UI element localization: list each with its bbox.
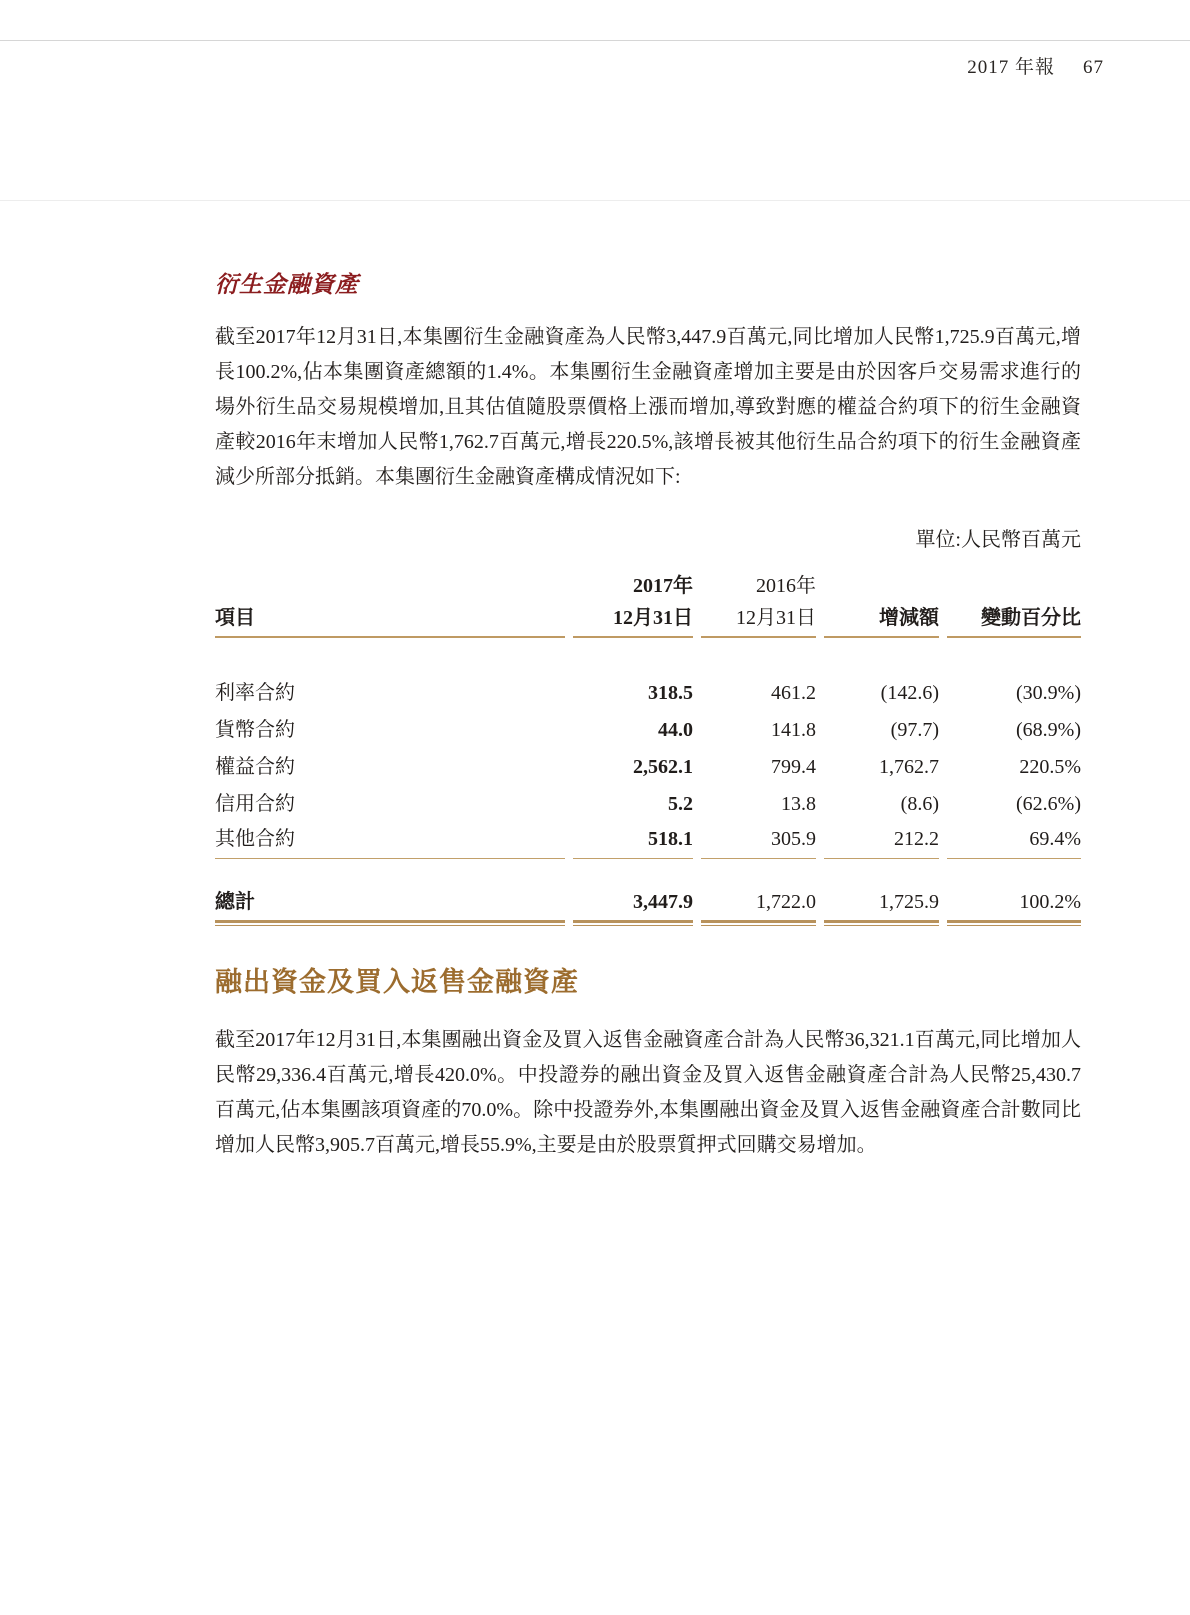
table-row [215, 748, 1081, 785]
cell-2016: 799.4 [771, 756, 816, 778]
header-change: 增減額 [824, 602, 939, 638]
total-label: 總計 [215, 881, 565, 923]
header-2017-date: 12月31日 [573, 602, 693, 638]
cell-change: (142.6) [880, 682, 939, 704]
cell-item: 利率合約 [215, 682, 295, 704]
cell-2017: 518.1 [573, 822, 693, 859]
table-row [215, 785, 1081, 822]
table-row [215, 674, 1081, 711]
header-empty-cell [947, 572, 1081, 602]
cell-change-pct: 220.5% [1019, 756, 1081, 778]
page-number: 67 [1083, 57, 1104, 78]
cell-item: 其他合約 [215, 822, 565, 859]
derivatives-table [207, 572, 1089, 926]
section-financing-title: 融出資金及買入返售金融資產 [215, 967, 579, 997]
double-rule-thin [215, 925, 1081, 926]
section-derivatives-title: 衍生金融資產 [215, 272, 359, 297]
cell-change-pct: 69.4% [947, 822, 1081, 859]
cell-item: 權益合約 [215, 756, 295, 778]
cell-change-pct: (68.9%) [1016, 719, 1081, 741]
total-2017: 3,447.9 [573, 881, 693, 923]
cell-2017: 5.2 [668, 793, 693, 815]
cell-2016: 13.8 [781, 793, 816, 815]
table-total-row [215, 881, 1081, 923]
top-divider [0, 40, 1190, 41]
cell-2016: 461.2 [771, 682, 816, 704]
cell-2016: 141.8 [771, 719, 816, 741]
page-content [215, 266, 1081, 1163]
cell-2017: 2,562.1 [633, 756, 693, 778]
financing-paragraph: 截至2017年12月31日,本集團融出資金及買入返售金融資產合計為人民幣36,321.1百萬元,同比增加人民幣29,336.4百萬元,增長420.0%。中投證券的融出資金及買入返售金融資產合計為人民幣25,430.7百萬元,佔本集團該項資產的70.0%。除中投證券外,本集團融出資金及買入返售金融資產合計數同比增加人民幣3,905.7百萬元,增長55.9%,主要是由於股票質押式回購交易增加。 [215, 1029, 1081, 1156]
header-2016-date: 12月31日 [701, 602, 816, 638]
total-change-pct: 100.2% [947, 881, 1081, 923]
cell-change: 1,762.7 [879, 756, 939, 778]
header-empty-cell [215, 572, 565, 602]
header-divider [0, 200, 1190, 201]
unit-label: 單位:人民幣百萬元 [915, 529, 1081, 551]
cell-change: (97.7) [890, 719, 939, 741]
header-empty-cell [824, 572, 939, 602]
table-row [215, 822, 1081, 859]
cell-change: (8.6) [900, 793, 939, 815]
cell-item: 信用合約 [215, 793, 295, 815]
cell-change: 212.2 [824, 822, 939, 859]
cell-2016: 305.9 [701, 822, 816, 859]
cell-change-pct: (30.9%) [1016, 682, 1081, 704]
total-change: 1,725.9 [824, 881, 939, 923]
table-header-row [215, 602, 1081, 638]
header-2017-year: 2017年 [633, 575, 693, 597]
header-item: 項目 [215, 602, 565, 638]
derivatives-paragraph: 截至2017年12月31日,本集團衍生金融資產為人民幣3,447.9百萬元,同比增加人民幣1,725.9百萬元,增長100.2%,佔本集團資產總額的1.4%。本集團衍生金融資產增加主要是由於因客戶交易需求進行的場外衍生品交易規模增加,且其估值隨股票價格上漲而增加,導致對應的權益合約項下的衍生金融資產較2016年末增加人民幣1,762.7百萬元,增長220.5%,該增長被其他衍生品合約項下的衍生金融資產減少所部分抵銷。本集團衍生金融資產構成情況如下: [215, 326, 1081, 488]
table-header-year-row [215, 572, 1081, 602]
cell-change-pct: (62.6%) [1016, 793, 1081, 815]
cell-2017: 318.5 [648, 682, 693, 704]
table-row [215, 711, 1081, 748]
spacer-row [215, 638, 1081, 674]
header-2016-year: 2016年 [756, 575, 816, 597]
spacer-row [215, 859, 1081, 881]
page-header [967, 52, 1104, 79]
cell-2017: 44.0 [658, 719, 693, 741]
header-change-pct: 變動百分比 [947, 602, 1081, 638]
report-year-label: 2017 年報 [967, 57, 1055, 78]
total-2016: 1,722.0 [701, 881, 816, 923]
cell-item: 貨幣合約 [215, 719, 295, 741]
